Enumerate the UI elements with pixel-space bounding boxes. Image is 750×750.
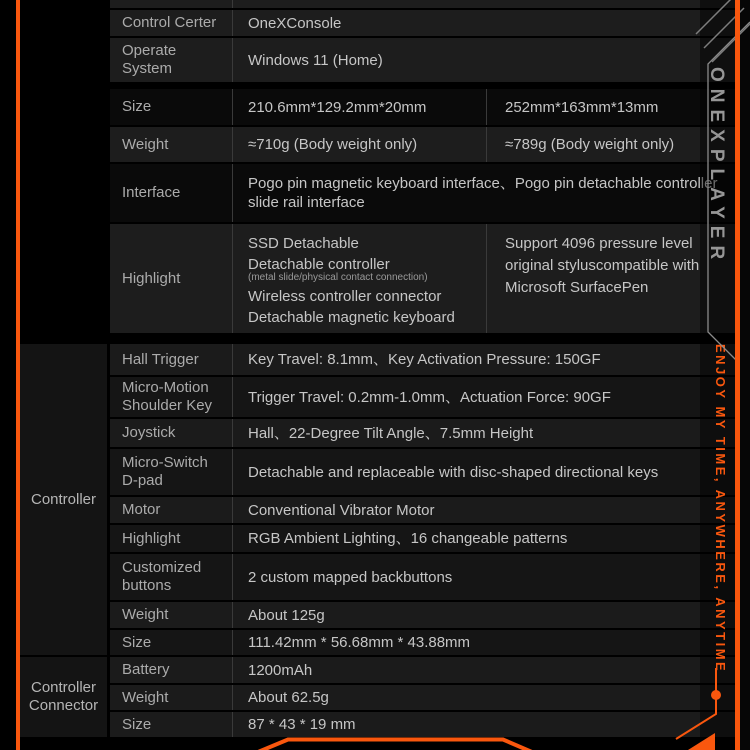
table-row-highlight-device [110, 224, 735, 333]
table-row-connector-size [110, 712, 735, 737]
row-label: Hall Trigger [110, 344, 233, 375]
table-row-connector-weight [110, 685, 735, 710]
group-label-controller-connector: Controller Connector [20, 657, 107, 737]
row-value: Trigger Travel: 0.2mm-1.0mm、Actuation Force: 90GF [248, 388, 611, 406]
table-row-highlight-controller [110, 525, 735, 552]
row-value-right: Support 4096 pressure level original styluscompatible with Microsoft SurfacePen [505, 235, 700, 296]
row-label: Battery [110, 657, 233, 683]
table-row-shoulder-key [110, 377, 735, 417]
table-row-interface [110, 164, 735, 222]
row-value: About 62.5g [248, 689, 329, 706]
table-row-joystick [110, 419, 735, 447]
row-label: Operate System [110, 38, 233, 82]
table-row-controller-weight [110, 602, 735, 628]
table-row-partial [110, 0, 735, 8]
row-value: Pogo pin magnetic keyboard interface、Pogo pin detachable controller slide rail interface [248, 175, 718, 211]
row-value: 87 * 43 * 19 mm [248, 716, 356, 733]
right-margin [740, 0, 750, 750]
row-value: RGB Ambient Lighting、16 changeable patterns [248, 530, 568, 547]
row-label: Control Certer [110, 10, 233, 36]
row-label: Customized buttons [110, 554, 233, 600]
table-row-operate-system [110, 38, 735, 82]
row-value-left: ≈710g (Body weight only) [233, 127, 487, 162]
row-label: Weight [110, 127, 233, 162]
table-row-battery [110, 657, 735, 683]
row-value: Windows 11 (Home) [248, 51, 383, 69]
row-value-left [233, 224, 487, 333]
row-label: Size [110, 630, 233, 655]
row-label: Highlight [110, 525, 233, 552]
row-label: Motor [110, 497, 233, 523]
table-row-controller-size [110, 630, 735, 655]
row-label: Micro-Motion Shoulder Key [110, 377, 233, 417]
table-row-weight [110, 127, 735, 162]
row-value: OneXConsole [248, 14, 342, 32]
row-value: Conventional Vibrator Motor [248, 501, 435, 519]
row-value: 1200mAh [248, 661, 313, 679]
table-row-size [110, 89, 735, 125]
bottom-trapezoid-frame [258, 740, 532, 750]
row-value-right: ≈789g (Body weight only) [505, 136, 675, 153]
row-label: Size [110, 89, 233, 125]
row-value: 2 custom mapped backbuttons [248, 568, 453, 586]
group-label-controller: Controller [20, 344, 107, 655]
row-value: Key Travel: 8.1mm、Key Activation Pressure: 150GF [248, 351, 601, 368]
row-label: Interface [110, 164, 233, 222]
group-label-column [20, 0, 107, 750]
row-value-right: 252mm*163mm*13mm [505, 98, 659, 116]
row-label: Highlight [110, 224, 233, 333]
table-row-motor [110, 497, 735, 523]
row-value: 111.42mm * 56.68mm * 43.88mm [248, 634, 471, 651]
spec-table [110, 0, 735, 737]
row-value-left: 210.6mm*129.2mm*20mm [233, 89, 487, 125]
table-row-dpad [110, 449, 735, 495]
slogan-vertical-text: ENJOY MY TIME, ANYWHERE, ANYTIME [713, 344, 728, 674]
table-row-customized-buttons [110, 554, 735, 600]
row-value: About 125g [248, 606, 325, 624]
table-row-control-center [110, 10, 735, 36]
row-label: Weight [110, 685, 233, 710]
brand-vertical-text: ONEXPLAYER [706, 67, 727, 267]
row-value: Hall、22-Degree Tilt Angle、7.5mm Height [248, 424, 534, 442]
row-label: Micro-Switch D-pad [110, 449, 233, 495]
highlight-lines: SSD Detachable Detachable controller (metal slide/physical contact connection) Wireless controller connector Detachable magnetic keyboard [248, 235, 455, 326]
row-value: Detachable and replaceable with disc-shaped directional keys [248, 463, 659, 481]
row-label: Size [110, 712, 233, 737]
row-label: Weight [110, 602, 233, 628]
table-row-hall-trigger [110, 344, 735, 375]
row-label: Joystick [110, 419, 233, 447]
